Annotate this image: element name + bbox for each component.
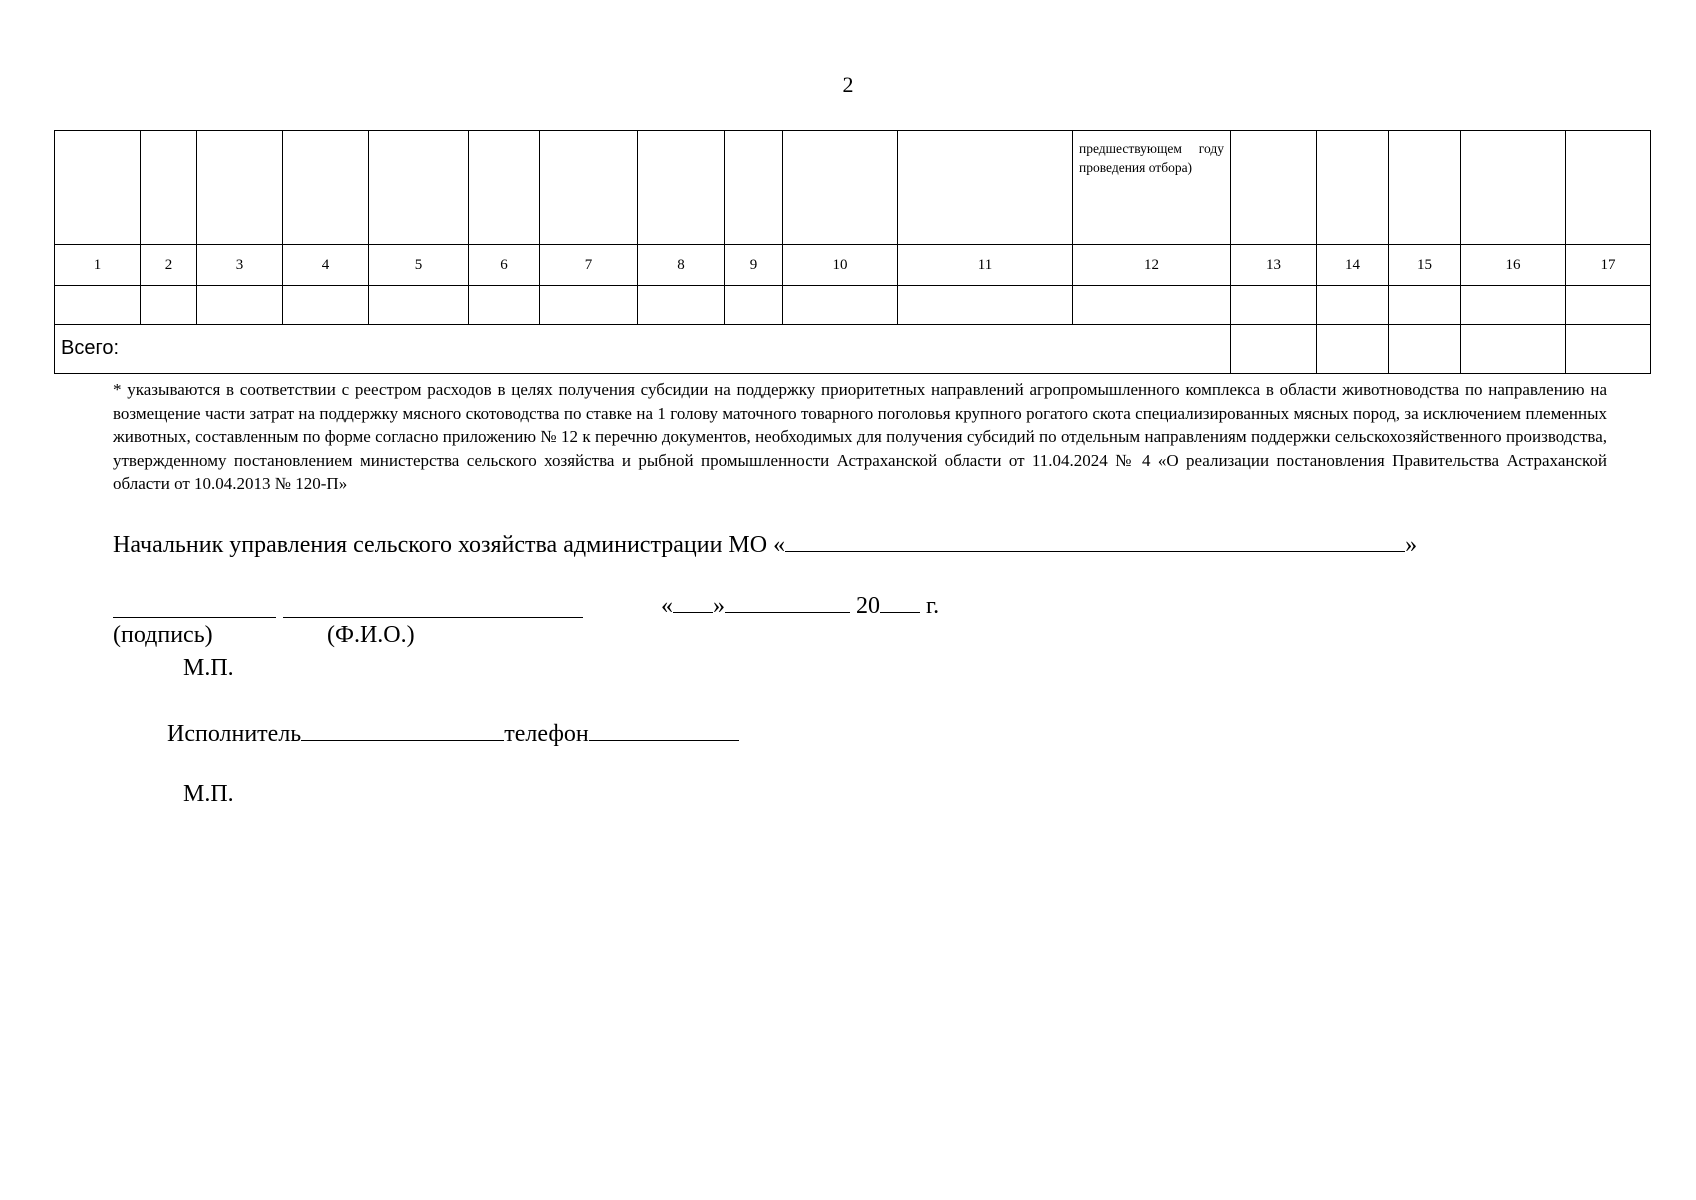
column-number: 4 [283,245,369,286]
phone-label: телефон [504,721,589,747]
data-table [54,130,1651,374]
footnote: * указываются в соответствии с реестром расходов в целях получения субсидии на поддержку приоритетных направлений агропромышленного комплекса в области животноводства по направлению на возмещение части затрат на поддержку мясного скотоводства по ставке на 1 голову маточного товарного поголовья крупного рогатого скота специализированных мясных пород, за исключением племенных животных, составленным по форме согласно приложению № 12 к перечню документов, необходимых для получения субсидий по отдельным направлениям поддержки сельскохозяйственного производства, утвержденному постановлением министерства сельского хозяйства и рыбной промышленности Астраханской области от 11.04.2024 № 4 «О реализации постановления Правительства Астраханской области от 10.04.2013 № 120-П» [113,380,1607,493]
date-year-suffix: г. [926,593,940,619]
column-number: 1 [55,245,141,286]
executor-line [167,716,739,748]
header-cell-15 [1389,131,1461,245]
total-cell [1231,325,1317,374]
executor-label: Исполнитель [167,721,302,747]
table-cell [1461,286,1566,325]
header-cell-7 [540,131,638,245]
table-cell [783,286,898,325]
total-cell [1389,325,1461,374]
table-cell [283,286,369,325]
head-title-line [113,527,1417,559]
header-cell-14 [1317,131,1389,245]
stamp-label-2: М.П. [183,781,234,807]
column-number: 11 [898,245,1073,286]
table-cell [540,286,638,325]
total-label-cell [55,325,1231,374]
signature-blank[interactable] [113,617,276,618]
header-cell-2 [141,131,197,245]
phone-blank[interactable] [589,716,739,741]
column-number: 10 [783,245,898,286]
head-title-close-quote: » [1405,532,1418,558]
total-cell [1317,325,1389,374]
table-cell [1566,286,1651,325]
header-cell-16 [1461,131,1566,245]
header-cell-9 [725,131,783,245]
header-cell-17 [1566,131,1651,245]
executor-blank[interactable] [301,716,504,741]
total-label: Всего: [61,337,119,359]
table-cell [197,286,283,325]
table-cell [369,286,469,325]
table-cell [469,286,540,325]
fio-label: (Ф.И.О.) [327,622,415,648]
table-data-row [55,286,1651,325]
table-cell [1231,286,1317,325]
column-number: 3 [197,245,283,286]
date-line [661,590,939,620]
table-cell [1073,286,1231,325]
header-cell-13 [1231,131,1317,245]
total-cell [1461,325,1566,374]
date-open-quote: « [661,593,673,619]
header-cell-12 [1073,131,1231,245]
column-number: 13 [1231,245,1317,286]
table-header-row [55,131,1651,245]
head-title: Начальник управления сельского хозяйства администрации МО « [113,532,786,558]
header-cell-8 [638,131,725,245]
column-number: 12 [1073,245,1231,286]
column-number: 6 [469,245,540,286]
date-close-quote: » [713,593,725,619]
header-cell-10 [783,131,898,245]
table-cell [141,286,197,325]
municipality-name-blank[interactable] [785,527,1405,552]
header-cell-3 [197,131,283,245]
column-number-row [55,245,1651,286]
total-cell [1566,325,1651,374]
total-row [55,325,1651,374]
table-cell [638,286,725,325]
header-cell-6 [469,131,540,245]
column-number: 14 [1317,245,1389,286]
table-cell [1389,286,1461,325]
header-cell-1 [55,131,141,245]
column-number: 8 [638,245,725,286]
header-cell-4 [283,131,369,245]
column-number: 5 [369,245,469,286]
column-number: 2 [141,245,197,286]
date-year-prefix: 20 [856,593,880,619]
date-day-blank[interactable] [673,590,713,613]
column-number: 16 [1461,245,1566,286]
stamp-label: М.П. [183,655,234,681]
column-number: 7 [540,245,638,286]
date-month-blank[interactable] [725,590,850,613]
column-number: 17 [1566,245,1651,286]
table-cell [898,286,1073,325]
table-cell [55,286,141,325]
column-number: 15 [1389,245,1461,286]
table-cell [725,286,783,325]
header-cell-5 [369,131,469,245]
column-number: 9 [725,245,783,286]
table-cell [1317,286,1389,325]
header-cell-11 [898,131,1073,245]
fio-blank[interactable] [283,617,583,618]
date-year-blank[interactable] [880,590,920,613]
page-number: 2 [842,72,854,97]
header-cell-12-text: предшествующем году проведения отбора) [1079,141,1224,175]
signature-label: (подпись) [113,622,213,648]
